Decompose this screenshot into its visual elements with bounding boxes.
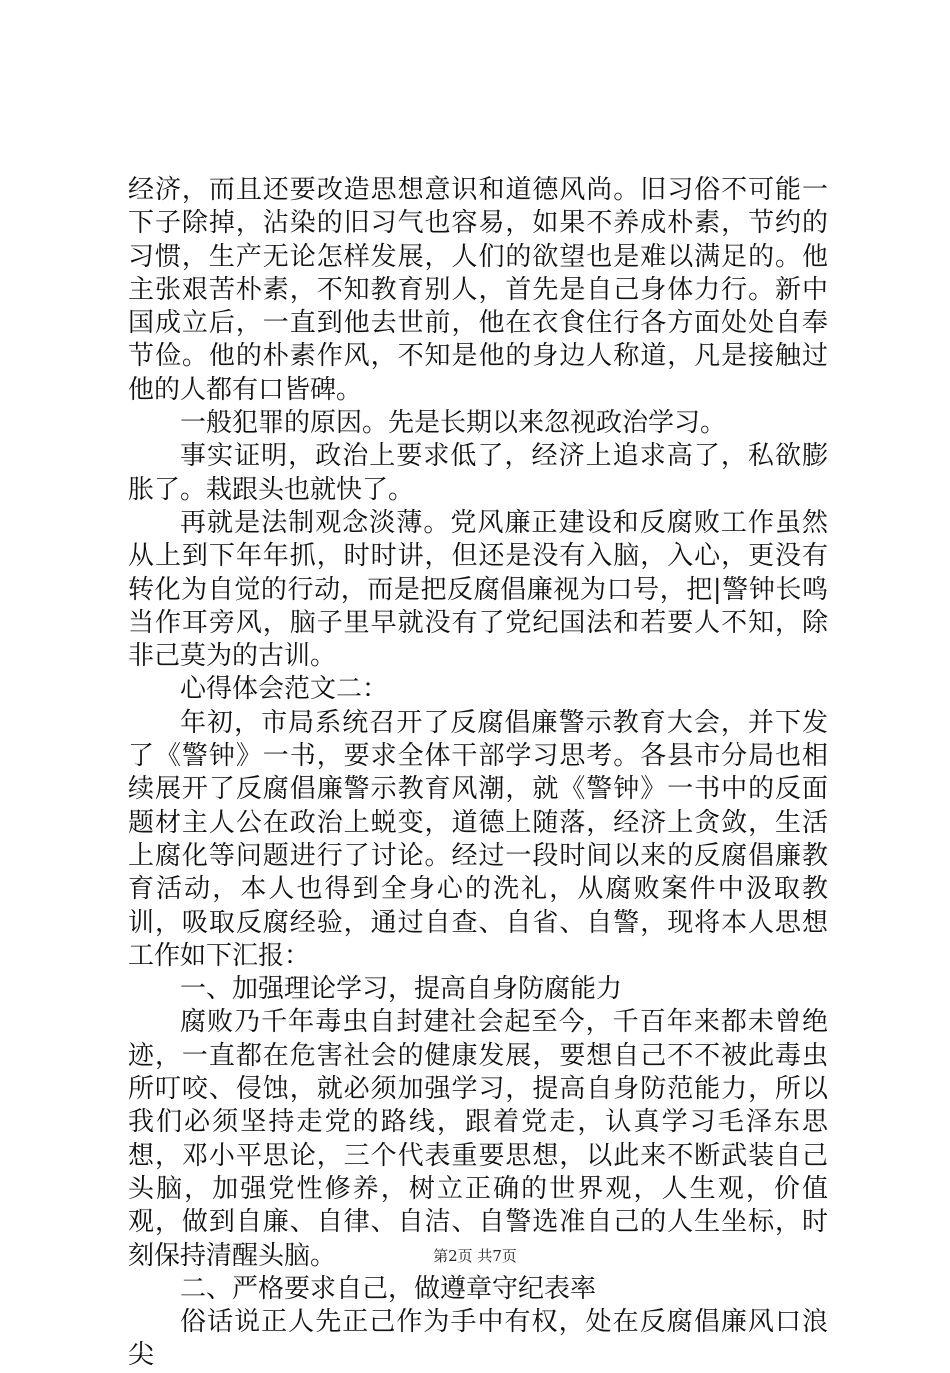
paragraph: 一般犯罪的原因。先是长期以来忽视政治学习。 (180, 408, 727, 439)
page-number-footer: 第2页 共7页 (433, 1247, 517, 1265)
paragraph: 经济，而且还要改造思想意识和道德风尚。旧习俗不可能一下子除掉，沾染的旧习气也容易，如果不养成朴素，节约的习惯，生产无论怎样发展，人们的欲望也是难以满足的。他主张艰苦朴素，不知教育别人，首先是自己身体力行。新中国成立后，一直到他去世前，他在衣食住行各方面处处自奉节俭。他的朴素作风，不知是他的身边人称道，凡是接触过他的人都有口皆碑。 (128, 175, 828, 405)
paragraph: 事实证明，政治上要求低了，经济上追求高了，私欲膨胀了。栽跟头也就快了。 (128, 441, 828, 505)
document-body (128, 174, 828, 1373)
paragraph: 年初，市局系统召开了反腐倡廉警示教育大会，并下发了《警钟》一书，要求全体干部学习思考。各县市分局也相续展开了反腐倡廉警示教育风潮，就《警钟》一书中的反面题材主人公在政治上蜕变，道德上随落，经济上贪敛，生活上腐化等问题进行了讨论。经过一段时间以来的反腐倡廉教育活动，本人也得到全身心的洗礼，从腐败案件中汲取教训，吸取反腐经验，通过自查、自省、自警，现将本人思想工作如下汇报： (128, 707, 828, 971)
paragraph: 再就是法制观念淡薄。党风廉正建设和反腐败工作虽然从上到下年年抓，时时讲，但还是没有入脑，入心，更没有转化为自觉的行动，而是把反腐倡廉视为口号，把|警钟长鸣当作耳旁风，脑子里早就没有了党纪国法和若要人不知，除非己莫为的古训。 (128, 507, 828, 672)
paragraph: 腐败乃千年毒虫自封建社会起至今，千百年来都未曾绝迹，一直都在危害社会的健康发展，要想自己不不被此毒虫所叮咬、侵蚀，就必须加强学习，提高自身防范能力，所以我们必须坚持走党的路线，跟着党走，认真学习毛泽东思想，邓小平思论，三个代表重要思想，以此来不断武装自己头脑，加强党性修养，树立正确的世界观，人生观，价值观，做到自廉、自律、自洁、自警选准自己的人生坐标，时刻保持清醒头脑。 (128, 1007, 828, 1271)
section-heading: 二、严格要求自己，做遵章守纪表率 (180, 1273, 597, 1304)
section-heading: 心得体会范文二： (180, 674, 389, 705)
section-heading: 一、加强理论学习，提高自身防腐能力 (180, 974, 623, 1005)
paragraph: 俗话说正人先正己作为手中有权，处在反腐倡廉风口浪尖 (128, 1307, 828, 1371)
